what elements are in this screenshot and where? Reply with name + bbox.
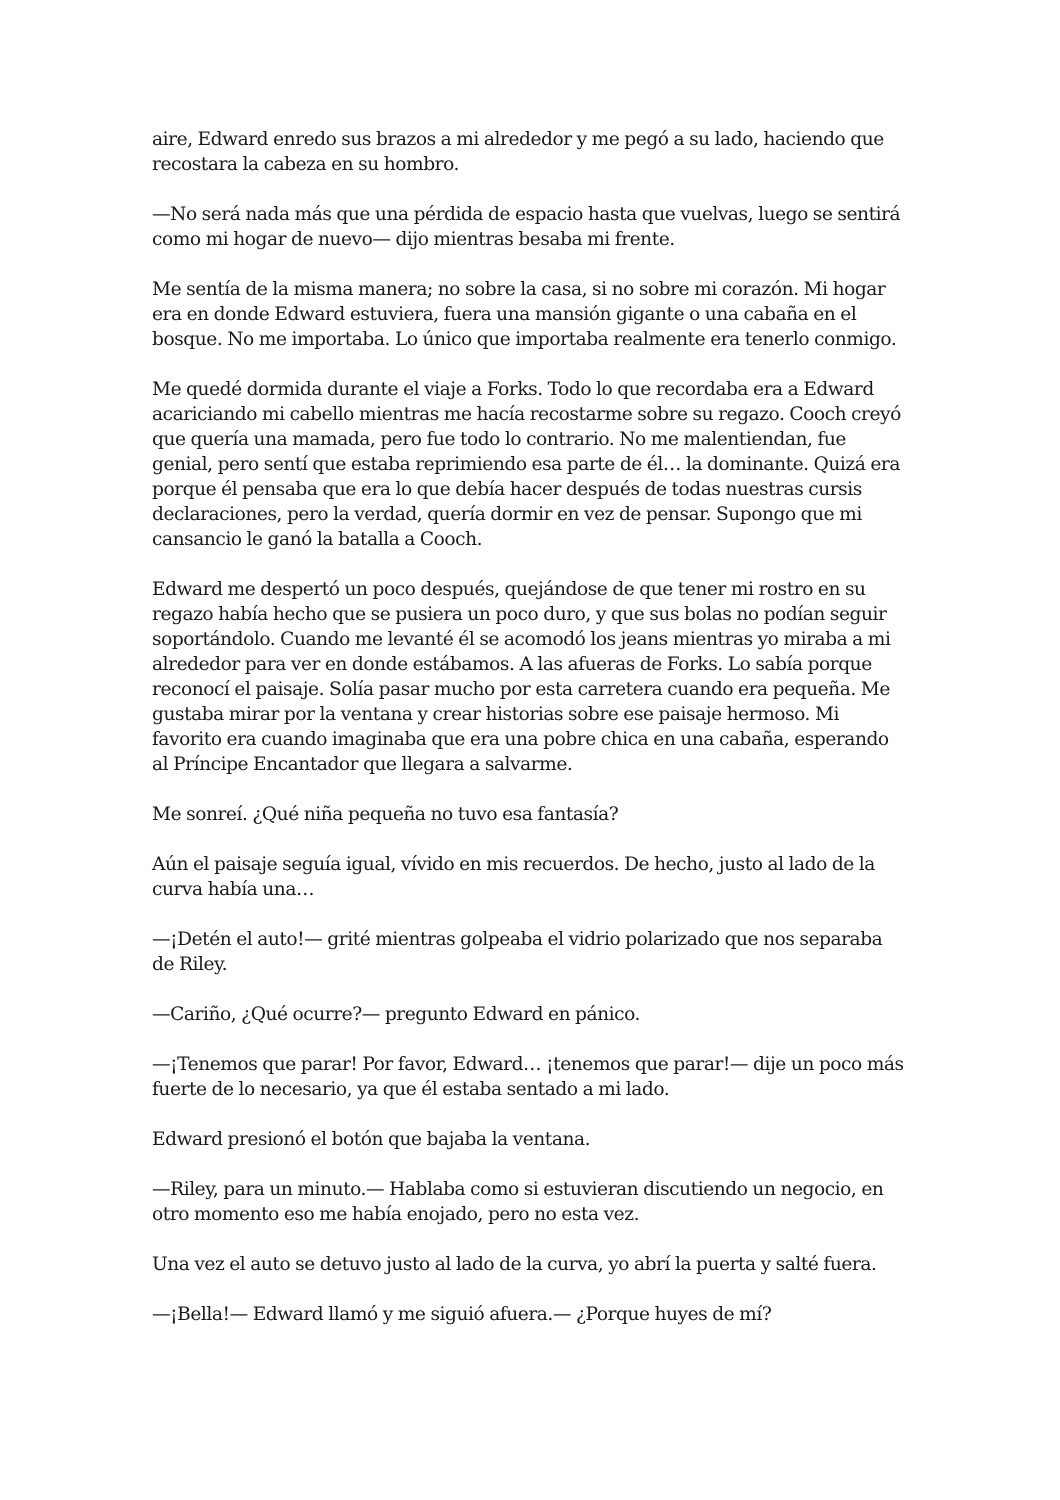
paragraph-2: —No será nada más que una pérdida de espacio hasta que vuelvas, luego se sentirá como mi hogar de nuevo— dijo mientras besaba mi frente. xyxy=(152,204,901,250)
paragraph-13: Una vez el auto se detuvo justo al lado de la curva, yo abrí la puerta y salté fuera. xyxy=(152,1254,877,1275)
paragraph-6: Me sonreí. ¿Qué niña pequeña no tuvo esa fantasía? xyxy=(152,804,619,825)
paragraph-3: Me sentía de la misma manera; no sobre la casa, si no sobre mi corazón. Mi hogar era en donde Edward estuviera, fuera una mansión gigante o una cabaña en el bosque. No me importaba. Lo único que importaba realmente era tenerlo conmigo. xyxy=(152,279,897,350)
paragraph-8: —¡Detén el auto!— grité mientras golpeaba el vidrio polarizado que nos separaba de Riley. xyxy=(152,929,883,975)
paragraph-10: —¡Tenemos que parar! Por favor, Edward… ¡tenemos que parar!— dije un poco más fuerte de lo necesario, ya que él estaba sentado a mi lado. xyxy=(152,1054,904,1100)
paragraph-12: —Riley, para un minuto.— Hablaba como si estuvieran discutiendo un negocio, en otro momento eso me había enojado, pero no esta vez. xyxy=(152,1179,884,1225)
paragraph-14: —¡Bella!— Edward llamó y me siguió afuera.— ¿Porque huyes de mí? xyxy=(152,1304,772,1325)
paragraph-7: Aún el paisaje seguía igual, vívido en mis recuerdos. De hecho, justo al lado de la curva había una… xyxy=(152,854,875,900)
body-text xyxy=(152,127,908,1352)
paragraph-9: —Cariño, ¿Qué ocurre?— pregunto Edward en pánico. xyxy=(152,1004,641,1025)
paragraph-11: Edward presionó el botón que bajaba la ventana. xyxy=(152,1129,591,1150)
paragraph-4: Me quedé dormida durante el viaje a Forks. Todo lo que recordaba era a Edward acariciando mi cabello mientras me hacía recostarme sobre su regazo. Cooch creyó que quería una mamada, pero fue todo lo contrario. No me malentiendan, fue genial, pero sentí que estaba reprimiendo esa parte de él… la dominante. Quizá era porque él pensaba que era lo que debía hacer después de todas nuestras cursis declaraciones, pero la verdad, quería dormir en vez de pensar. Supongo que mi cansancio le ganó la batalla a Cooch. xyxy=(152,379,901,550)
paragraph-5: Edward me despertó un poco después, quejándose de que tener mi rostro en su regazo había hecho que se pusiera un poco duro, y que sus bolas no podían seguir soportándolo. Cuando me levanté él se acomodó los jeans mientras yo miraba a mi alrededor para ver en donde estábamos. A las afueras de Forks. Lo sabía porque reconocí el paisaje. Solía pasar mucho por esta carretera cuando era pequeña. Me gustaba mirar por la ventana y crear historias sobre ese paisaje hermoso. Mi favorito era cuando imaginaba que era una pobre chica en una cabaña, esperando al Príncipe Encantador que llegara a salvarme. xyxy=(152,579,891,775)
paragraph-1: aire, Edward enredo sus brazos a mi alrededor y me pegó a su lado, haciendo que recostara la cabeza en su hombro. xyxy=(152,129,884,175)
